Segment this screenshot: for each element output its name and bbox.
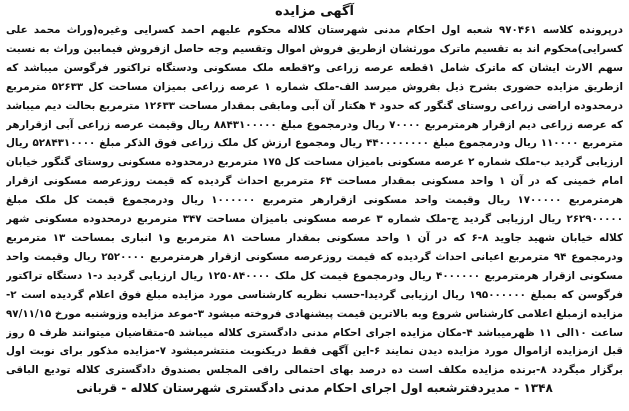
notice-footer bbox=[6, 379, 623, 397]
footer-number: ۱۳۴۸ bbox=[523, 381, 553, 395]
notice-body: درپرونده کلاسه ۹۷۰۴۶۱ شعبه اول احکام مدنی شهرستان کلاله محکوم علیهم احمد کسرایی وغیره(وراث محمد علی کسرایی)محکوم اند به تقسیم ماترک مورثشان ازطریق فروش اموال وتقسیم وجه حاصل ازفروش فیمابین وراث به نسبت سهم الارث ایشان که ماترک شامل ۱قطعه عرصه زراعی و۲قطعه ملک مسکونی ودستگاه تراکتور فرگوسن میباشد که ازطریق مزایده حضوری بشرح ذیل بفروش میرسد الف-ملک شماره ۱ عرصه زراعی بمیزان مساحت کل ۵۲۶۳۳ مترمربع درمحدوده اراضی زراعی روستای گنگور که حدود ۴ هکتار آن آبی ومابقی بمقدار مساحت ۱۲۶۳۳ مترمربع بحالت دیم میباشد که عرصه زراعی دیم ازقرار هرمترمربع ۷۰۰۰۰ ریال ودرمجموع مبلغ ۸۸۴۳۱۰۰۰۰۰ ریال وقیمت عرصه زراعی آبی ازقرارهر مترمربع ۱۱۰۰۰۰ ریال ودرمجموع مبلغ ۴۴۰۰۰۰۰۰۰۰ ریال ومجموع ارزش کل ملک زراعی فوق الذکر مبلغ ۵۲۸۴۳۱۰۰۰۰ ریال ارزیابی گردید ب-ملک شماره ۲ عرصه مسکونی بامیزان مساحت کل ۱۷۵ مترمربع درمحدوده مسکونی روستای گنگور خیابان امام خمینی که در آن ۱ واحد مسکونی بمقدار مساحت ۶۴ مترمربع احداث گردیده که قیمت روزعرصه مسکونی ازقرار هرمترمربع ۱۷۰۰۰۰۰ ریال وقیمت واحد مسکونی ازقرارهر مترمربع ۱۰۰۰۰۰۰ ریال ودرمجموع قیمت کل ملک مبلغ ۲۶۲۹۰۰۰۰۰ ریال ارزیابی گردید ج-ملک شماره ۳ عرصه مسکونی بامیزان مساحت ۳۴۷ مترمربع درمحدوده مسکونی شهر کلاله خیابان شهید جاوید ۸-۶ که در آن ۱ واحد مسکونی بمقدار مساحت ۸۱ مترمربع و۱ انباری بمساحت ۱۳ مترمربع ودرمجموع ۹۴ مترمربع اعیانی احداث گردیده که قیمت روزعرصه مسکونی ازقرار هرمترمربع ۲۵۲۰۰۰۰ ریال وقیمت واحد مسکونی ازقرار هرمترمربع ۴۰۰۰۰۰۰ ریال ودرمجموع قیمت کل ملک ۱۲۵۰۸۴۰۰۰۰ ریال ارزیابی گردید د-۱ دستگاه تراکتور فرگوسن که بمبلغ ۱۹۵۰۰۰۰۰۰ ریال ارزیابی گردیدا-حسب نظریه کارشناسی مورد مزایده مبلغ فوق اعلام گردیده است ۲-مزایده ازمبلغ اعلامی کارشناس شروع وبه بالاترین قیمت پیشنهادی فروخته میشود ۳-موعد مزایده وزوشنبه مورخ ۹۷/۱۱/۱۵ ساعت ۱۰الی ۱۱ ظهرمیباشد ۴-مکان مزایده اجرای احکام مدنی دادگستری کلاله میباشد ۵-متقاضیان میتوانند ظرف ۵ روز قبل ازمزایده ازاموال مورد مزایده دیدن نمایند ۶-این آگهی فقط دریکنوبت منتشرمیشود ۷-مزایده مذکور برای نوبت اول برگزار میگردد ۸-برنده مزایده مکلف است ده درصد بهای احتمالی رافی المجلس بصندوق دادگستری کلاله تودیع الباقی bbox=[6, 24, 623, 377]
notice-title: آگهی مزایده bbox=[275, 4, 354, 19]
footer-office: مدیردفترشعبه اول اجرای احکام مدنی دادگستری شهرستان کلاله - قربانی bbox=[76, 381, 511, 395]
footer-separator: - bbox=[510, 381, 520, 395]
